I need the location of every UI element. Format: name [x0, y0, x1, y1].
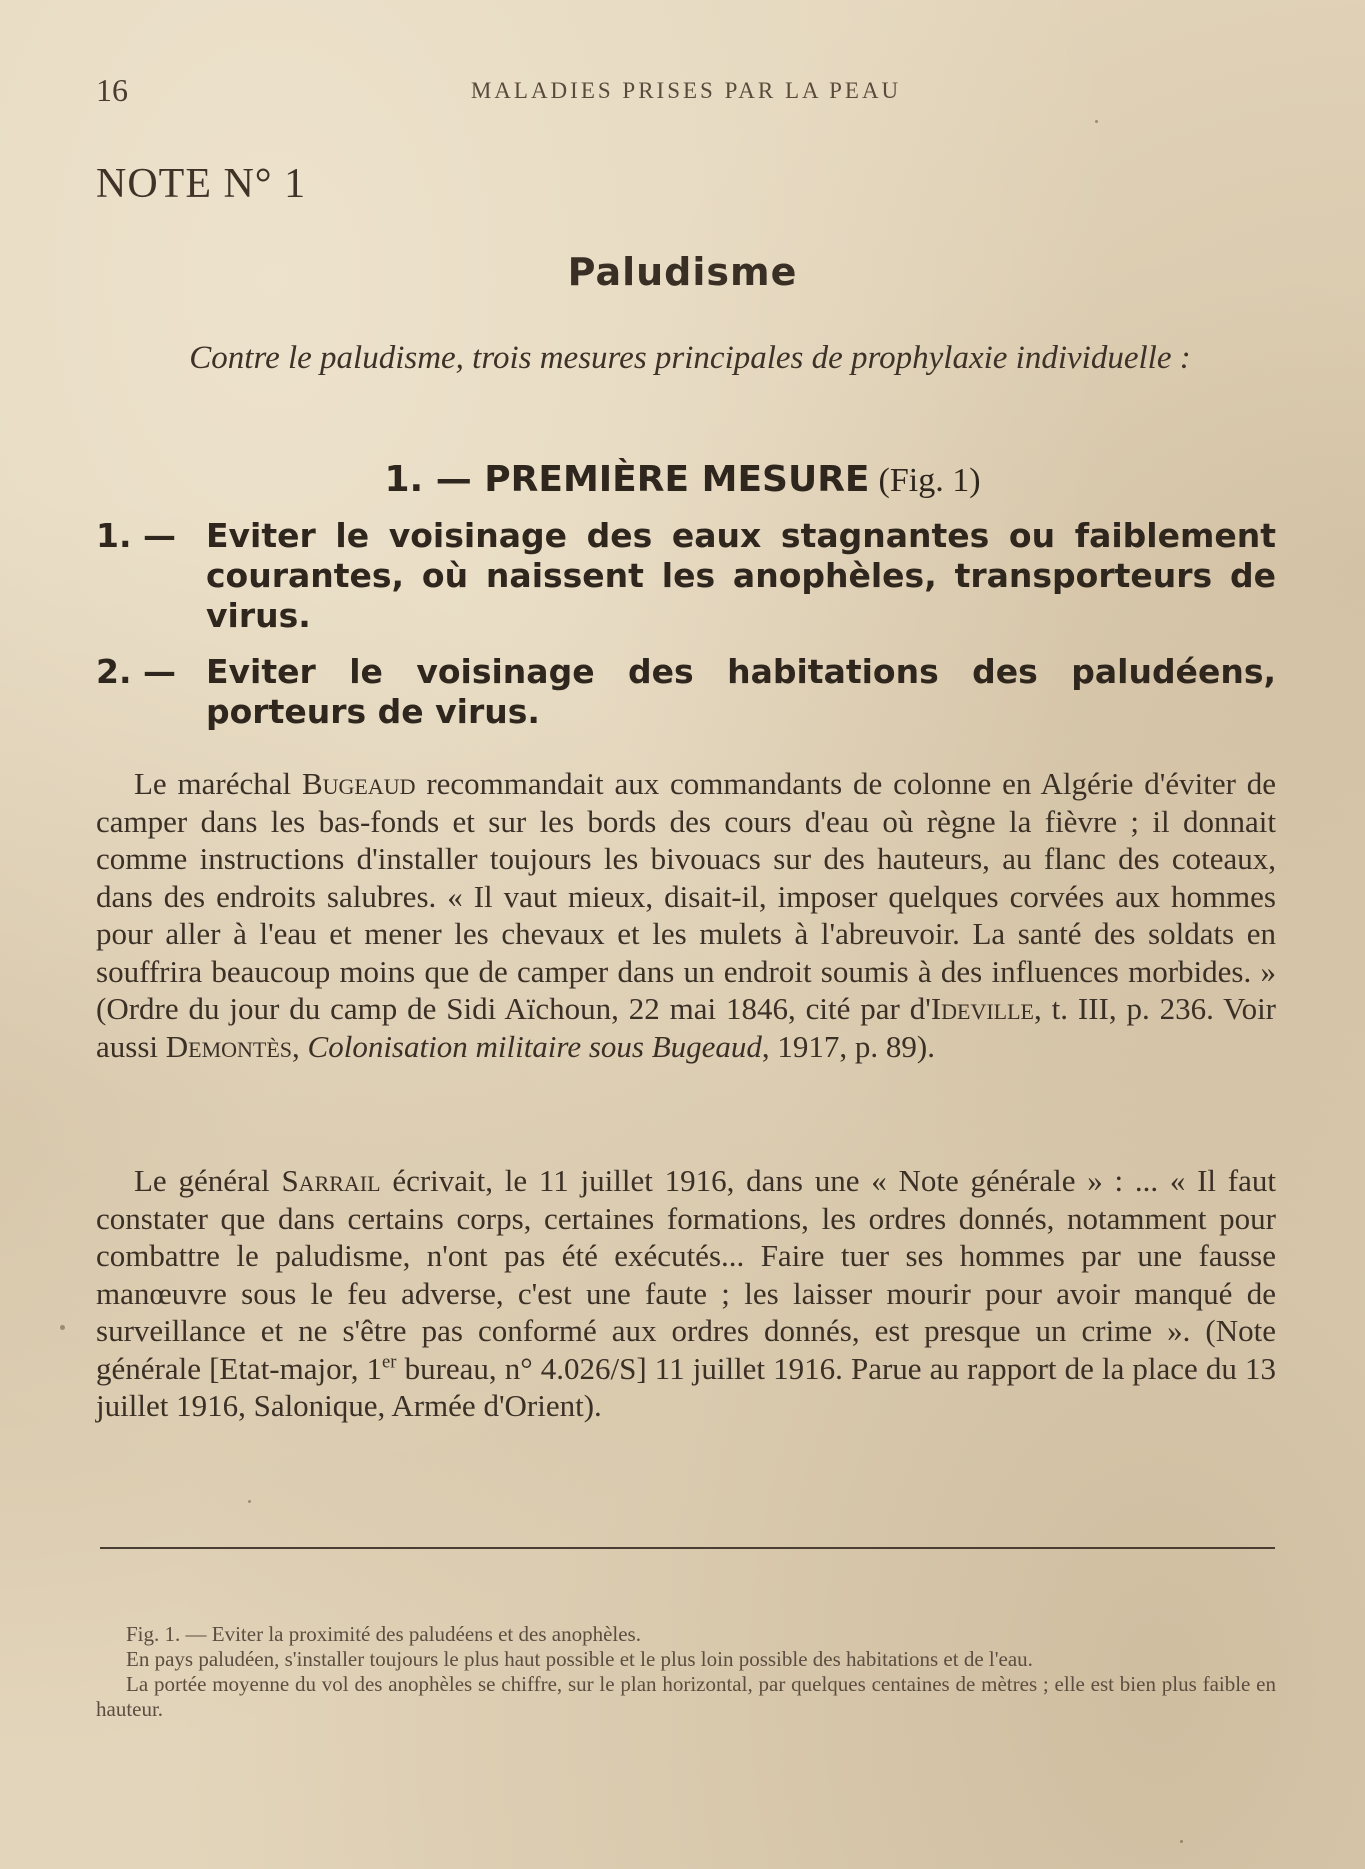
page-number: 16 [96, 72, 128, 108]
book-title: Colonisation militaire sous Bugeaud [307, 1028, 762, 1064]
paper-speck [1095, 120, 1098, 123]
caption-line: Fig. 1. — Eviter la proximité des paludéens et des anophèles. [126, 1622, 641, 1646]
rule-text: Eviter le voisinage des habitations des paludéens, porteurs de virus. [206, 652, 1276, 731]
text-run: Le général [134, 1163, 282, 1198]
person-name: Ideville [930, 991, 1034, 1026]
text-run: , 1917, p. 89). [761, 1028, 935, 1064]
text-run: , [292, 1028, 308, 1064]
text-run: Le maréchal [134, 766, 302, 801]
text-run: recommandait aux commandants de colonne en Algérie d'éviter de camper dans les bas-fonds et sur les bords des cours d'eau où règne la fièvre ; il donnait comme instructions d'installer toujours les bivouacs sur des hauteurs, au flanc des coteaux, dans des endroits salubres. « Il vaut mieux, disait-il, imposer quelques corvées aux hommes pour aller à l'eau et mener les chevaux et les mulets à l'abreuvoir. La santé des soldats en souffrira beaucoup moins que de camper dans un endroit soumis à des influences morbides. » (Ordre du jour du camp de Sidi Aïchoun, 22 mai 1846, cité par d' [96, 766, 1276, 1026]
measure-label: 1. — PREMIÈRE MESURE [384, 459, 870, 500]
paper-speck [1180, 1840, 1183, 1843]
rule-number: 2. — [96, 652, 176, 691]
rule-item [96, 516, 1276, 636]
footnote-divider [100, 1547, 1275, 1549]
running-title: MALADIES PRISES PAR LA PEAU [470, 78, 902, 103]
note-heading: NOTE N° 1 [96, 161, 307, 207]
rule-text: Eviter le voisinage des eaux stagnantes ou faiblement courantes, où naissent les anophèles, transporteurs de virus. [206, 516, 1276, 635]
text-run: bureau, n° 4.026/S] 11 juillet 1916. Parue au rapport de la place du 13 juillet 1916, Salonique, Armée d'Orient). [96, 1350, 1276, 1423]
rule-number: 1. — [96, 516, 176, 555]
paper-speck [60, 1325, 65, 1330]
paragraph-sarrail [96, 1162, 1276, 1425]
person-name: Bugeaud [301, 766, 416, 801]
paper-speck [248, 1500, 251, 1503]
running-head [96, 72, 1276, 112]
text-run: écrivait, le 11 juillet 1916, dans une « Note générale » : ... « Il faut constater que dans certains corps, certaines formations, les ordres donnés, notamment pour combattre le paludisme, n'ont pas été exécutés... Faire tuer ses hommes par une fausse manœuvre sous le feu adverse, c'est une faute ; les laisser mourir pour avoir manqué de surveillance et ne s'être pas conformé aux ordres donnés, est presque un crime ». (Note générale [Etat-major, 1 [96, 1163, 1276, 1386]
measure-heading [0, 458, 1365, 500]
superscript: er [382, 1351, 397, 1373]
section-subtitle: Contre le paludisme, trois mesures principales de prophylaxie individuelle : [189, 340, 1191, 376]
section-title: Paludisme [567, 250, 798, 294]
person-name: Demontès [165, 1028, 293, 1064]
text-run: , t. III, p. 236. Voir aussi [96, 991, 1277, 1064]
rule-item [96, 652, 1276, 732]
figure-reference: (Fig. 1) [878, 462, 981, 499]
caption-line: En pays paludéen, s'installer toujours le plus haut possible et le plus loin possible des habitations et de l'eau. [126, 1647, 1033, 1671]
person-name: Sarrail [281, 1163, 381, 1198]
caption-line: La portée moyenne du vol des anophèles se chiffre, sur le plan horizontal, par quelques centaines de mètres ; elle est bien plus faible en hauteur. [96, 1672, 1276, 1721]
figure-caption [96, 1622, 1276, 1722]
paragraph-bugeaud [96, 765, 1276, 1065]
